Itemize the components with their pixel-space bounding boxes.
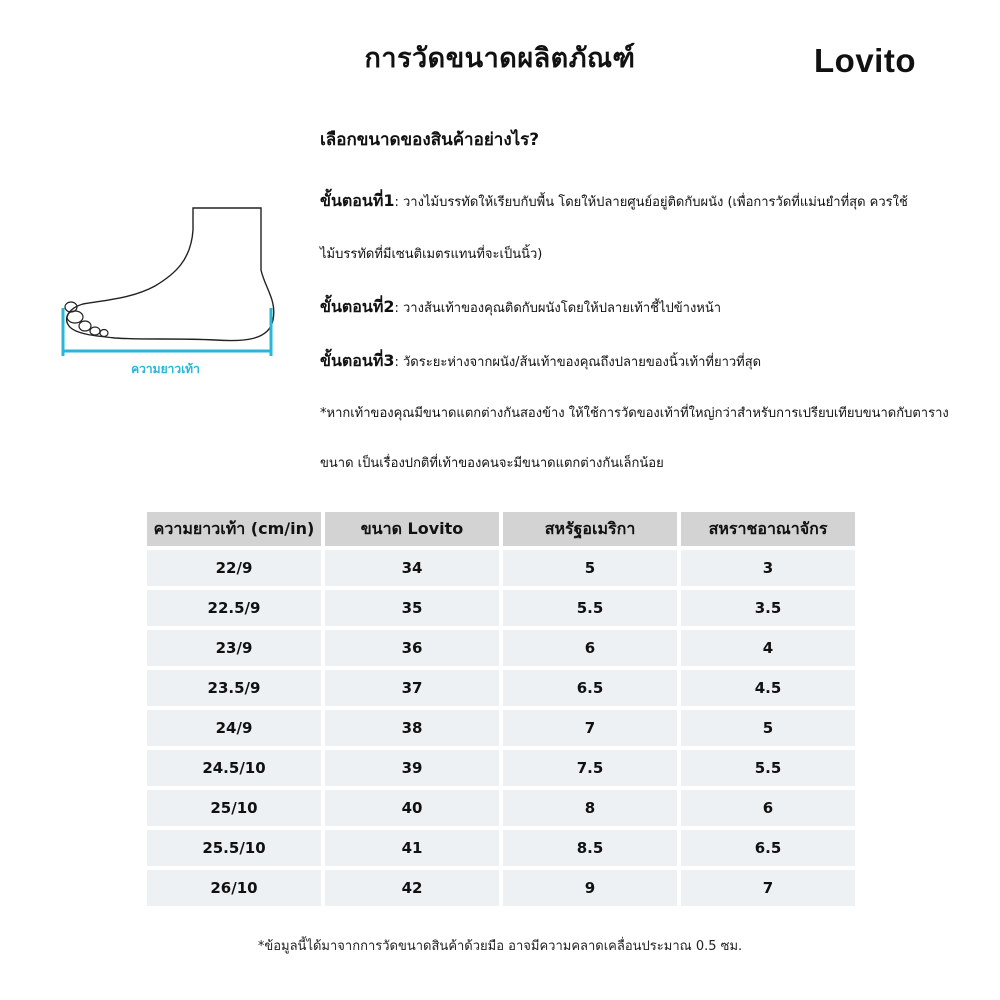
- table-cell: 4: [681, 630, 855, 666]
- table-cell: 22.5/9: [147, 590, 321, 626]
- table-cell: 6.5: [681, 830, 855, 866]
- guide-question: เลือกขนาดของสินค้าอย่างไร?: [320, 130, 540, 150]
- step-1: [320, 175, 960, 281]
- table-cell: 6: [503, 630, 677, 666]
- table-cell: 36: [325, 630, 499, 666]
- table-row: [147, 830, 855, 866]
- table-row: [147, 710, 855, 746]
- step-1-label: ขั้นตอนที่: [320, 191, 384, 210]
- step-3-number: 3: [383, 351, 395, 370]
- table-row: [147, 870, 855, 906]
- table-cell: 26/10: [147, 870, 321, 906]
- table-cell: 5.5: [503, 590, 677, 626]
- table-row: [147, 750, 855, 786]
- step-3-label: ขั้นตอนที่: [320, 351, 384, 370]
- size-chart-table: [143, 508, 859, 910]
- table-cell: 25.5/10: [147, 830, 321, 866]
- table-cell: 23/9: [147, 630, 321, 666]
- table-cell: 22/9: [147, 550, 321, 586]
- table-cell: 7: [681, 870, 855, 906]
- table-cell: 37: [325, 670, 499, 706]
- table-row: [147, 630, 855, 666]
- step-2-number: 2: [383, 297, 395, 316]
- table-cell: 35: [325, 590, 499, 626]
- disclaimer-footnote: *ข้อมูลนี้ได้มาจากการวัดขนาดสินค้าด้วยมือ อาจมีความคลาดเคลื่อนประมาณ 0.5 ซม.: [257, 939, 743, 954]
- size-guide: [320, 126, 960, 489]
- table-cell: 39: [325, 750, 499, 786]
- header-foot-length: ความยาวเท้า (cm/in): [147, 512, 321, 546]
- table-cell: 7: [503, 710, 677, 746]
- table-cell: 8.5: [503, 830, 677, 866]
- table-cell: 3.5: [681, 590, 855, 626]
- header-lovito-size: ขนาด Lovito: [325, 512, 499, 546]
- table-header-row: [147, 512, 855, 546]
- table-cell: 5: [681, 710, 855, 746]
- table-cell: 24.5/10: [147, 750, 321, 786]
- header-uk-size: สหราชอาณาจักร: [681, 512, 855, 546]
- step-2: [320, 281, 960, 335]
- table-row: [147, 550, 855, 586]
- table-cell: 5: [503, 550, 677, 586]
- step-2-text: : วางส้นเท้าของคุณติดกับผนังโดยให้ปลายเท้าชี้ไปข้างหน้า: [394, 301, 722, 316]
- step-3: [320, 335, 960, 389]
- step-1-text: : วางไม้บรรทัดให้เรียบกับพื้น โดยให้ปลายศูนย์อยู่ติดกับผนัง (เพื่อการวัดที่แม่นยำที่สุด ควรใช้ไม้บรรทัดที่มีเซนติเมตรแทนที่จะเป็นนิ้ว): [320, 195, 908, 262]
- table-cell: 4.5: [681, 670, 855, 706]
- step-2-label: ขั้นตอนที่: [320, 297, 384, 316]
- table-cell: 38: [325, 710, 499, 746]
- table-cell: 34: [325, 550, 499, 586]
- table-cell: 23.5/9: [147, 670, 321, 706]
- table-row: [147, 670, 855, 706]
- step-1-number: 1: [383, 191, 395, 210]
- table-cell: 8: [503, 790, 677, 826]
- step-3-text: : วัดระยะห่างจากผนัง/ส้นเท้าของคุณถึงปลายของนิ้วเท้าที่ยาวที่สุด: [394, 355, 762, 370]
- table-cell: 7.5: [503, 750, 677, 786]
- page-title: การวัดขนาดผลิตภัณฑ์: [364, 43, 636, 74]
- table-cell: 6: [681, 790, 855, 826]
- foot-illustration-icon: [55, 200, 285, 385]
- table-cell: 41: [325, 830, 499, 866]
- header-us-size: สหรัฐอเมริกา: [503, 512, 677, 546]
- table-cell: 42: [325, 870, 499, 906]
- table-row: [147, 790, 855, 826]
- table-cell: 3: [681, 550, 855, 586]
- brand-logo: Lovito: [814, 42, 916, 79]
- table-cell: 5.5: [681, 750, 855, 786]
- table-cell: 6.5: [503, 670, 677, 706]
- table-row: [147, 590, 855, 626]
- size-note: *หากเท้าของคุณมีขนาดแตกต่างกันสองข้าง ให้ใช้การวัดของเท้าที่ใหญ่กว่าสำหรับการเปรียบเทียบขนาดกับตารางขนาด เป็นเรื่องปกติที่เท้าของคนจะมีขนาดแตกต่างกันเล็กน้อย: [320, 406, 949, 471]
- table-cell: 24/9: [147, 710, 321, 746]
- table-cell: 40: [325, 790, 499, 826]
- table-cell: 9: [503, 870, 677, 906]
- table-cell: 25/10: [147, 790, 321, 826]
- foot-length-label: ความยาวเท้า: [131, 362, 200, 376]
